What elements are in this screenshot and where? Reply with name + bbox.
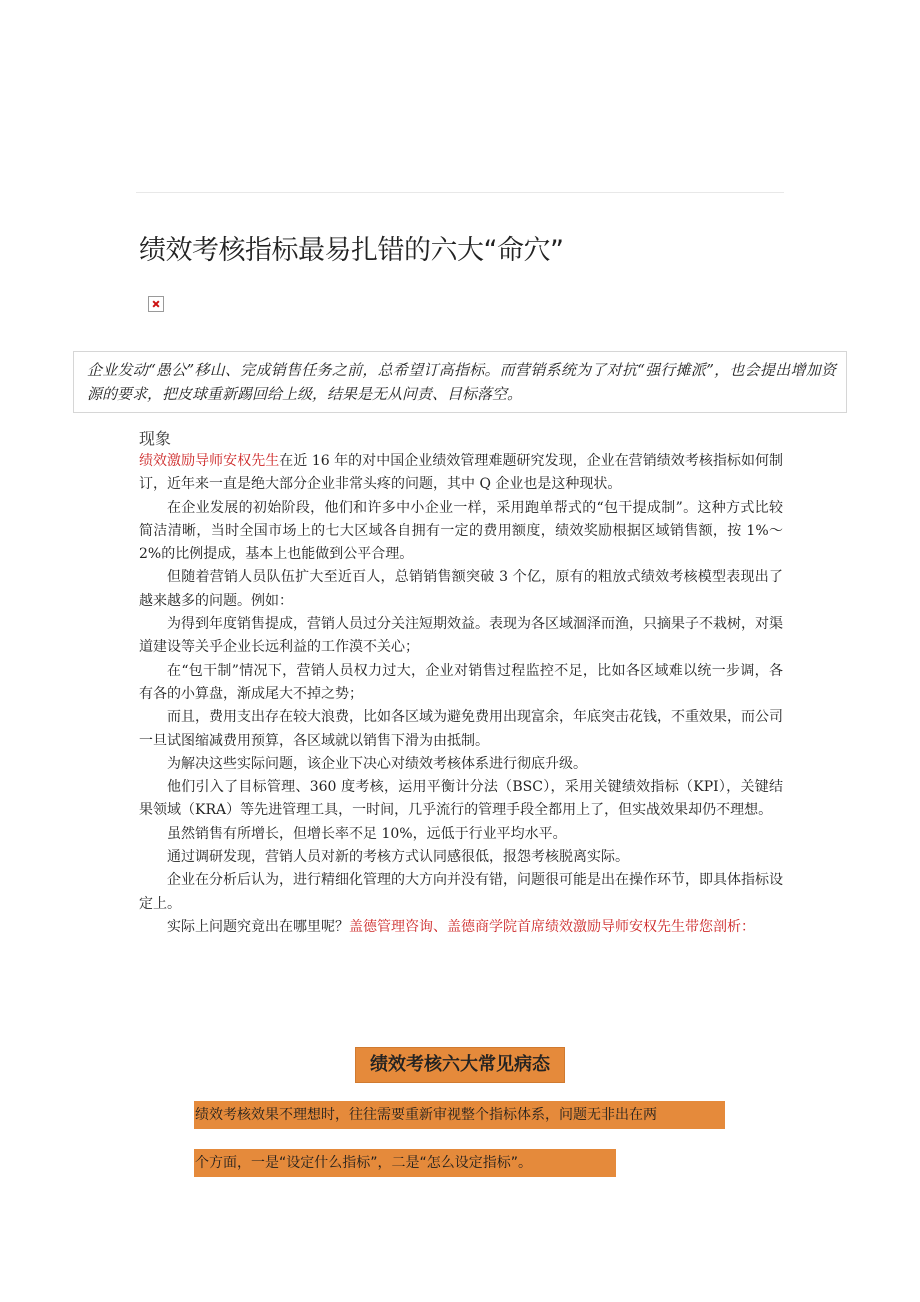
section-heading: 现象 xyxy=(139,429,172,448)
body-paragraph: 企业在分析后认为，进行精细化管理的大方向并没有错，问题很可能是出在操作环节，即具体指标设定上。 xyxy=(139,872,783,912)
intro-text: 在近 16 年的对中国企业绩效管理难题研究发现，企业在营销绩效考核指标如何制订，近年来一直是绝大部分企业非常头疼的问题，其中 Q 企业也是这种现状。 xyxy=(139,453,784,493)
callout-line-2: 个方面，一是“设定什么指标”，二是“怎么设定指标”。 xyxy=(194,1149,616,1177)
lead-quote: 企业发动“愚公”移山、完成销售任务之前，总希望订高指标。而营销系统为了对抗“强行摊派”，也会提出增加资源的要求，把皮球重新踢回给上级，结果是无从问责、目标落空。 xyxy=(73,351,847,413)
intro-paragraph xyxy=(139,450,783,497)
callout-heading: 绩效考核六大常见病态 xyxy=(355,1047,565,1083)
article-body xyxy=(139,450,783,939)
body-paragraph: 为解决这些实际问题，该企业下决心对绩效考核体系进行彻底升级。 xyxy=(167,755,587,772)
body-paragraph: 他们引入了目标管理、360 度考核，运用平衡计分法（BSC），采用关键绩效指标（KPI），关键结果领域（KRA）等先进管理工具，一时间，几乎流行的管理手段全都用上了，但实战效果却仍不理想。 xyxy=(139,779,783,819)
closing-text: 实际上问题究竟出在哪里呢？ xyxy=(167,918,349,935)
callout-line-1: 绩效考核效果不理想时，往往需要重新审视整个指标体系，问题无非出在两 xyxy=(194,1101,725,1129)
author-highlight: 绩效激励导师安权先生 xyxy=(139,453,280,469)
body-paragraph: 为得到年度销售提成，营销人员过分关注短期效益。表现为各区域涸泽而渔，只摘果子不栽树，对渠道建设等关乎企业长远利益的工作漠不关心； xyxy=(139,616,783,656)
broken-image-icon xyxy=(148,296,164,312)
body-paragraph: 而且，费用支出存在较大浪费，比如各区域为避免费用出现富余，年底突击花钱，不重效果，而公司一旦试图缩减费用预算，各区域就以销售下滑为由抵制。 xyxy=(139,709,783,749)
body-paragraph: 但随着营销人员队伍扩大至近百人，总销销售额突破 3 个亿，原有的粗放式绩效考核模型表现出了越来越多的问题。例如： xyxy=(139,569,783,609)
body-paragraph: 在“包干制”情况下，营销人员权力过大，企业对销售过程监控不足，比如各区域难以统一步调，各有各的小算盘，渐成尾大不掉之势； xyxy=(139,662,783,702)
body-paragraph: 虽然销售有所增长，但增长率不足 10%，远低于行业平均水平。 xyxy=(167,825,567,842)
closing-highlight: 盖德管理咨询、盖德商学院首席绩效激励导师安权先生带您剖析： xyxy=(349,918,755,935)
top-divider xyxy=(136,192,784,193)
article-title: 绩效考核指标最易扎错的六大“命穴” xyxy=(139,235,564,266)
body-paragraph: 通过调研发现，营销人员对新的考核方式认同感很低，报怨考核脱离实际。 xyxy=(167,849,629,866)
body-paragraph: 在企业发展的初始阶段，他们和许多中小企业一样，采用跑单帮式的“包干提成制”。这种方式比较简洁清晰，当时全国市场上的七大区域各自拥有一定的费用额度，绩效奖励根据区域销售额，按 1%～2%的比例提成，基本上也能做到公平合理。 xyxy=(139,499,783,563)
closing-paragraph xyxy=(139,916,783,939)
